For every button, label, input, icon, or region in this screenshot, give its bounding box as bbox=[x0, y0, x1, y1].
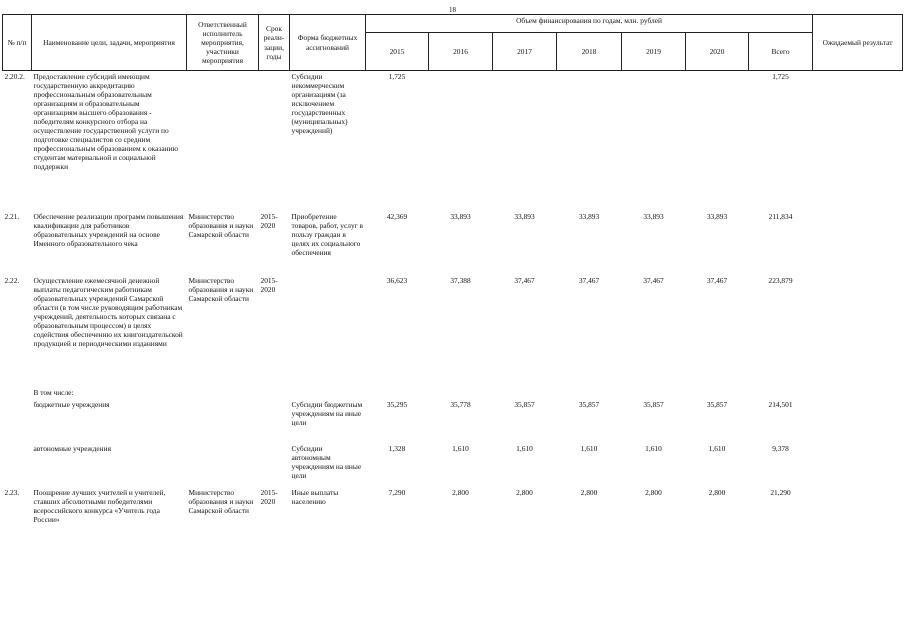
cell-name: Обеспечение реализации программ повышения квалификации для работников образовательных учреждений на основе Именного образовательного чека bbox=[33, 211, 184, 248]
cell-value: 42,369 bbox=[386, 211, 408, 221]
cell-value: 1,610 bbox=[452, 443, 469, 453]
cell-num: 2.21. bbox=[4, 211, 20, 221]
cell-value: 37,388 bbox=[450, 275, 471, 285]
cell-result bbox=[813, 211, 903, 275]
cell-value: 35,857 bbox=[578, 399, 600, 409]
header-name: Наименование цели, задачи, мероприятия bbox=[32, 15, 187, 71]
cell-value: 35,857 bbox=[643, 399, 664, 409]
header-year: 2018 bbox=[557, 33, 622, 71]
cell-responsible: Министерство образования и науки Самарской области bbox=[188, 211, 254, 239]
cell-value: 1,328 bbox=[388, 443, 406, 453]
table-header bbox=[3, 15, 903, 71]
cell-form: Субсидии автономным учреждениям на иные цели bbox=[291, 443, 362, 480]
table-body bbox=[3, 71, 903, 537]
cell-form: Иные выплаты населению bbox=[291, 487, 339, 506]
table-row bbox=[3, 443, 903, 487]
cell-value: 1,610 bbox=[580, 443, 598, 453]
cell-responsible bbox=[187, 71, 259, 211]
cell-value bbox=[493, 387, 557, 399]
table-row bbox=[3, 399, 903, 443]
cell-value: 33,893 bbox=[450, 211, 471, 221]
cell-value bbox=[686, 387, 749, 399]
cell-value: 2,800 bbox=[645, 487, 662, 497]
cell-total bbox=[749, 387, 813, 399]
cell-value bbox=[622, 387, 686, 399]
cell-form: Субсидии бюджетным учреждениям на иные цели bbox=[291, 399, 363, 427]
cell-num bbox=[3, 443, 32, 487]
cell-value: 33,893 bbox=[706, 211, 728, 221]
cell-value bbox=[557, 387, 622, 399]
cell-form: Приобретение товаров, работ, услуг в пользу граждан в целях их социального обеспечения bbox=[291, 211, 364, 257]
cell-total: 1,725 bbox=[772, 72, 789, 81]
cell-value: 1,610 bbox=[516, 443, 533, 453]
cell-name: автономные учреждения bbox=[33, 443, 111, 453]
cell-result bbox=[813, 71, 903, 211]
header-year: 2019 bbox=[622, 33, 686, 71]
cell-value: 33,893 bbox=[514, 211, 535, 221]
table-row bbox=[3, 487, 903, 537]
cell-total: 211,834 bbox=[768, 211, 793, 221]
header-result: Ожидаемый результат bbox=[813, 15, 903, 71]
cell-name: Осуществление ежемесячной денежной выплаты педагогическим работникам образовательных учреждений Самарской области (в том числе руководящим работникам учреждений, деятельность которых связана с образовательным процессом) в целях содействия обеспечению их книгоиздательской продукцией и периодическими изданиями bbox=[33, 275, 183, 348]
table-row bbox=[3, 275, 903, 387]
cell-num: 2.20.2. bbox=[4, 72, 25, 81]
cell-term bbox=[259, 387, 290, 399]
header-responsible: Ответственный исполнитель мероприятия, участники мероприятия bbox=[187, 15, 259, 71]
cell-term: 2015-2020 bbox=[260, 211, 278, 230]
cell-result bbox=[813, 275, 903, 387]
cell-term bbox=[259, 443, 290, 487]
cell-value: 35,295 bbox=[386, 399, 408, 409]
cell-value bbox=[686, 71, 749, 211]
cell-total: 9,378 bbox=[772, 443, 789, 453]
cell-responsible: Министерство образования и науки Самарской области bbox=[188, 275, 254, 303]
header-year: 2020 bbox=[686, 33, 749, 71]
header-num: № п/п bbox=[3, 15, 32, 71]
cell-name: Предоставление субсидий имеющим государственную аккредитацию профессиональным образовательным организациям и образовательным организациям высшего образования - победителям конкурсного отбора на осуществление государственной услуги по подготовке специалистов со средним профессиональным образованием к оказанию студентам материальной и социальной поддержки bbox=[33, 72, 179, 172]
cell-term bbox=[259, 399, 290, 443]
cell-value bbox=[366, 387, 429, 399]
cell-value bbox=[557, 71, 622, 211]
cell-value bbox=[622, 71, 686, 211]
cell-value: 37,467 bbox=[706, 275, 728, 285]
table-row bbox=[3, 387, 903, 399]
cell-num: 2.22. bbox=[4, 275, 20, 285]
cell-value: 33,893 bbox=[578, 211, 600, 221]
cell-value: 2,800 bbox=[708, 487, 726, 497]
header-funding: Объем финансирования по годам, млн. рублей bbox=[366, 15, 813, 33]
cell-term bbox=[259, 71, 290, 211]
cell-responsible: Министерство образования и науки Самарской области bbox=[188, 487, 254, 515]
cell-value bbox=[429, 71, 493, 211]
cell-form: Субсидии некоммерческим организациям (за исключением государственных (муниципальных) учреждений) bbox=[291, 72, 348, 136]
cell-term: 2015-2020 bbox=[260, 487, 278, 506]
cell-value: 1,610 bbox=[708, 443, 726, 453]
cell-form bbox=[290, 275, 366, 387]
funding-table bbox=[2, 14, 903, 537]
cell-value: 2,800 bbox=[516, 487, 533, 497]
cell-value bbox=[493, 71, 557, 211]
cell-num bbox=[3, 399, 32, 443]
cell-value: 37,467 bbox=[514, 275, 535, 285]
cell-name: Поощрение лучших учителей и учителей, ставших абсолютными победителями всероссийского конкурса «Учитель года России» bbox=[33, 487, 166, 524]
cell-value: 7,290 bbox=[388, 487, 406, 497]
cell-responsible bbox=[187, 399, 259, 443]
cell-value: 1,610 bbox=[645, 443, 662, 453]
cell-value: 37,467 bbox=[643, 275, 664, 285]
cell-result bbox=[813, 443, 903, 487]
cell-name: В том числе: bbox=[33, 387, 74, 397]
header-year-total: Всего bbox=[749, 33, 813, 71]
cell-result bbox=[813, 387, 903, 399]
cell-value: 36,623 bbox=[386, 275, 408, 285]
cell-value: 1,725 bbox=[388, 72, 406, 81]
cell-value: 35,857 bbox=[514, 399, 535, 409]
cell-value: 37,467 bbox=[578, 275, 600, 285]
header-year: 2015 bbox=[366, 33, 429, 71]
cell-responsible bbox=[187, 387, 259, 399]
cell-total: 21,290 bbox=[770, 487, 791, 497]
cell-responsible bbox=[187, 443, 259, 487]
cell-value: 35,857 bbox=[706, 399, 728, 409]
table-row bbox=[3, 71, 903, 211]
cell-total: 214,501 bbox=[768, 399, 793, 409]
cell-result bbox=[813, 399, 903, 443]
cell-value bbox=[429, 387, 493, 399]
cell-total: 223,879 bbox=[768, 275, 793, 285]
cell-value: 2,800 bbox=[452, 487, 469, 497]
cell-term: 2015-2020 bbox=[260, 275, 278, 294]
header-term: Срок реали-зации, годы bbox=[259, 15, 290, 71]
header-year: 2016 bbox=[429, 33, 493, 71]
cell-form bbox=[290, 387, 366, 399]
cell-value: 35,778 bbox=[450, 399, 471, 409]
cell-value: 33,893 bbox=[643, 211, 664, 221]
cell-result bbox=[813, 487, 903, 537]
cell-num bbox=[3, 387, 32, 399]
cell-num: 2.23. bbox=[4, 487, 20, 497]
page-number: 18 bbox=[449, 6, 456, 14]
header-form: Форма бюджетных ассигнований bbox=[290, 15, 366, 71]
cell-name: бюджетные учреждения bbox=[33, 399, 110, 409]
header-year: 2017 bbox=[493, 33, 557, 71]
cell-value: 2,800 bbox=[580, 487, 598, 497]
table-row bbox=[3, 211, 903, 275]
